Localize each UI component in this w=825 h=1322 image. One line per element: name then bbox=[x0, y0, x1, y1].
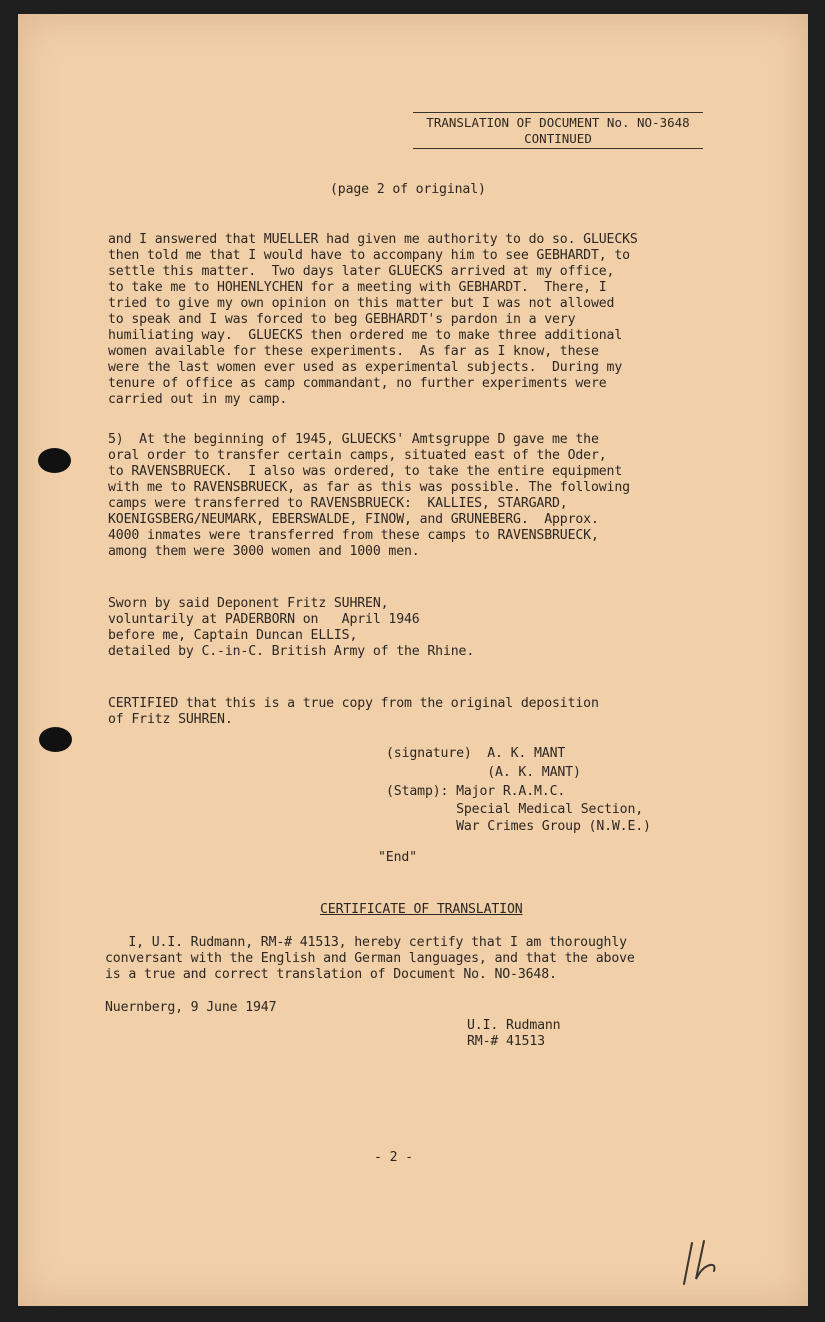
text-line: oral order to transfer certain camps, situated east of the Oder, bbox=[108, 448, 607, 463]
text-line: with me to RAVENSBRUECK, as far as this was possible. The following bbox=[108, 480, 630, 495]
certificate-title: CERTIFICATE OF TRANSLATION bbox=[320, 902, 523, 917]
document-page bbox=[18, 14, 808, 1306]
text-line: humiliating way. GLUECKS then ordered me to make three additional bbox=[108, 328, 623, 343]
text-line: Special Medical Section, bbox=[386, 802, 644, 817]
text-line: settle this matter. Two days later GLUECKS arrived at my office, bbox=[108, 264, 615, 279]
text-line: were the last women ever used as experimental subjects. During my bbox=[108, 360, 623, 375]
text-line: (Stamp): Major R.A.M.C. bbox=[386, 784, 566, 799]
punch-hole-upper bbox=[38, 448, 71, 473]
text-line: tenure of office as camp commandant, no further experiments were bbox=[108, 376, 607, 391]
text-line: is a true and correct translation of Document No. NO-3648. bbox=[105, 967, 557, 982]
text-line: U.I. Rudmann bbox=[467, 1018, 561, 1033]
page-number: - 2 - bbox=[374, 1150, 413, 1165]
text-line: to take me to HOHENLYCHEN for a meeting with GEBHARDT. There, I bbox=[108, 280, 607, 295]
text-line: then told me that I would have to accompany him to see GEBHARDT, to bbox=[108, 248, 630, 263]
text-line: carried out in my camp. bbox=[108, 392, 288, 407]
page-label: (page 2 of original) bbox=[330, 182, 486, 197]
text-line: I, U.I. Rudmann, RM-# 41513, hereby certify that I am thoroughly bbox=[105, 935, 627, 950]
text-line: women available for these experiments. As far as I know, these bbox=[108, 344, 599, 359]
text-line: Sworn by said Deponent Fritz SUHREN, bbox=[108, 596, 389, 611]
text-line: War Crimes Group (N.W.E.) bbox=[386, 819, 651, 834]
text-line: (signature) A. K. MANT bbox=[386, 746, 566, 761]
text-line: detailed by C.-in-C. British Army of the Rhine. bbox=[108, 644, 475, 659]
end-mark: "End" bbox=[378, 850, 417, 865]
text-line: and I answered that MUELLER had given me authority to do so. GLUECKS bbox=[108, 232, 638, 247]
text-line: (A. K. MANT) bbox=[386, 765, 581, 780]
text-line: KOENIGSBERG/NEUMARK, EBERSWALDE, FINOW, and GRUNEBERG. Approx. bbox=[108, 512, 599, 527]
punch-hole-lower bbox=[39, 727, 72, 752]
header-continued: CONTINUED bbox=[524, 131, 592, 146]
text-line: voluntarily at PADERBORN on April 1946 bbox=[108, 612, 420, 627]
text-line: of Fritz SUHREN. bbox=[108, 712, 233, 727]
text-line: to speak and I was forced to beg GEBHARDT's pardon in a very bbox=[108, 312, 576, 327]
text-line: before me, Captain Duncan ELLIS, bbox=[108, 628, 358, 643]
handwritten-mark-icon bbox=[678, 1239, 738, 1289]
text-line: 5) At the beginning of 1945, GLUECKS' Amtsgruppe D gave me the bbox=[108, 432, 599, 447]
text-line: CERTIFIED that this is a true copy from the original deposition bbox=[108, 696, 599, 711]
translation-header bbox=[413, 112, 703, 149]
text-line: conversant with the English and German languages, and that the above bbox=[105, 951, 635, 966]
text-line: RM-# 41513 bbox=[467, 1034, 545, 1049]
text-line: among them were 3000 women and 1000 men. bbox=[108, 544, 420, 559]
text-line: camps were transferred to RAVENSBRUECK: KALLIES, STARGARD, bbox=[108, 496, 568, 511]
place-date: Nuernberg, 9 June 1947 bbox=[105, 1000, 277, 1015]
header-title: TRANSLATION OF DOCUMENT No. NO-3648 bbox=[426, 115, 690, 130]
text-line: 4000 inmates were transferred from these camps to RAVENSBRUECK, bbox=[108, 528, 599, 543]
text-line: tried to give my own opinion on this matter but I was not allowed bbox=[108, 296, 615, 311]
text-line: to RAVENSBRUECK. I also was ordered, to take the entire equipment bbox=[108, 464, 623, 479]
